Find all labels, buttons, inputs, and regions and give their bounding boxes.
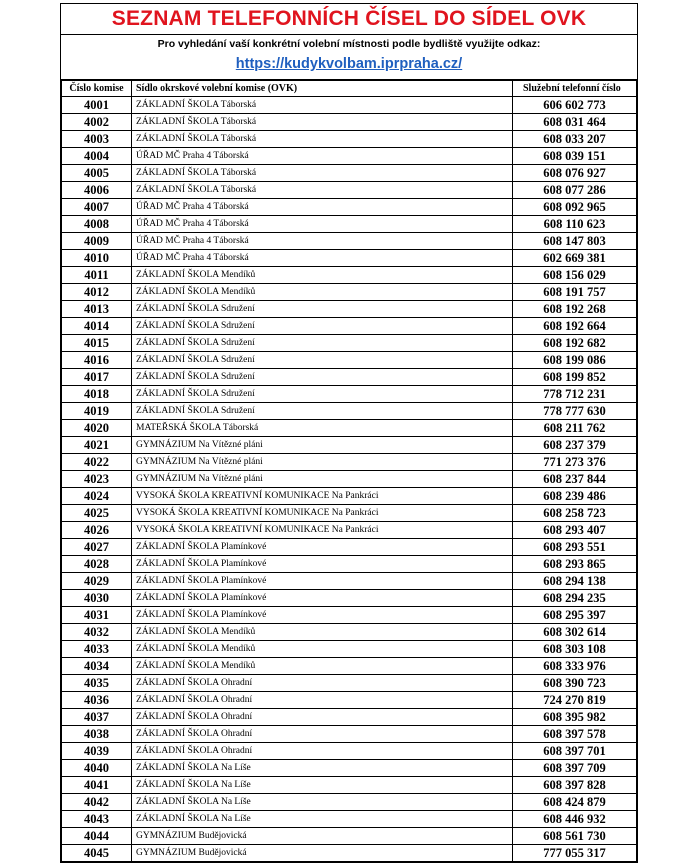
- commission-site: ZÁKLADNÍ ŠKOLA Táborská: [132, 131, 513, 148]
- phone-number: 608 333 976: [513, 658, 637, 675]
- table-row: [62, 352, 637, 369]
- phone-number: 608 295 397: [513, 607, 637, 624]
- table-row: [62, 284, 637, 301]
- phone-number: 608 302 614: [513, 624, 637, 641]
- phone-number: 608 294 235: [513, 590, 637, 607]
- commission-site: ZÁKLADNÍ ŠKOLA Plamínkové: [132, 590, 513, 607]
- phone-number: 608 076 927: [513, 165, 637, 182]
- table-row: [62, 199, 637, 216]
- commission-site: ZÁKLADNÍ ŠKOLA Plamínkové: [132, 573, 513, 590]
- phone-number: 608 397 709: [513, 760, 637, 777]
- commission-site: ZÁKLADNÍ ŠKOLA Sdružení: [132, 301, 513, 318]
- phone-number: 608 211 762: [513, 420, 637, 437]
- commission-number: 4010: [62, 250, 132, 267]
- phone-number: 608 237 379: [513, 437, 637, 454]
- page-title: SEZNAM TELEFONNÍCH ČÍSEL DO SÍDEL OVK: [61, 4, 637, 35]
- commission-site: ZÁKLADNÍ ŠKOLA Mendíků: [132, 267, 513, 284]
- commission-number: 4018: [62, 386, 132, 403]
- commission-number: 4034: [62, 658, 132, 675]
- commission-number: 4031: [62, 607, 132, 624]
- commission-number: 4025: [62, 505, 132, 522]
- commission-site: ZÁKLADNÍ ŠKOLA Sdružení: [132, 335, 513, 352]
- commission-number: 4029: [62, 573, 132, 590]
- table-row: [62, 318, 637, 335]
- lookup-link[interactable]: https://kudykvolbam.iprpraha.cz/: [61, 53, 637, 80]
- commission-number: 4001: [62, 97, 132, 114]
- commission-site: ZÁKLADNÍ ŠKOLA Plamínkové: [132, 539, 513, 556]
- column-header-telefon: Služební telefonní číslo: [513, 81, 637, 97]
- commission-site: ZÁKLADNÍ ŠKOLA Mendíků: [132, 624, 513, 641]
- phone-number: 608 192 268: [513, 301, 637, 318]
- commission-number: 4040: [62, 760, 132, 777]
- phone-list-sheet: [60, 3, 638, 863]
- phone-number: 608 424 879: [513, 794, 637, 811]
- table-row: [62, 845, 637, 862]
- phone-number: 606 602 773: [513, 97, 637, 114]
- commission-number: 4038: [62, 726, 132, 743]
- phone-number: 608 110 623: [513, 216, 637, 233]
- commission-number: 4005: [62, 165, 132, 182]
- table-row: [62, 165, 637, 182]
- commission-number: 4004: [62, 148, 132, 165]
- table-row: [62, 641, 637, 658]
- table-row: [62, 267, 637, 284]
- commission-number: 4042: [62, 794, 132, 811]
- table-row: [62, 777, 637, 794]
- column-header-sidlo: Sídlo okrskové volební komise (OVK): [132, 81, 513, 97]
- commission-number: 4022: [62, 454, 132, 471]
- phone-number: 608 156 029: [513, 267, 637, 284]
- commission-number: 4039: [62, 743, 132, 760]
- phone-number: 608 191 757: [513, 284, 637, 301]
- phone-number: 608 239 486: [513, 488, 637, 505]
- table-row: [62, 148, 637, 165]
- commission-number: 4014: [62, 318, 132, 335]
- table-row: [62, 250, 637, 267]
- commission-site: ZÁKLADNÍ ŠKOLA Sdružení: [132, 318, 513, 335]
- phone-number: 608 390 723: [513, 675, 637, 692]
- commission-site: ZÁKLADNÍ ŠKOLA Ohradní: [132, 743, 513, 760]
- commission-site: ZÁKLADNÍ ŠKOLA Táborská: [132, 114, 513, 131]
- commission-site: ZÁKLADNÍ ŠKOLA Mendíků: [132, 658, 513, 675]
- commission-site: VYSOKÁ ŠKOLA KREATIVNÍ KOMUNIKACE Na Pankráci: [132, 505, 513, 522]
- commission-number: 4009: [62, 233, 132, 250]
- commission-site: GYMNÁZIUM Na Vítězné pláni: [132, 471, 513, 488]
- table-row: [62, 216, 637, 233]
- phone-number: 608 397 578: [513, 726, 637, 743]
- commission-site: ZÁKLADNÍ ŠKOLA Na Líše: [132, 794, 513, 811]
- table-row: [62, 437, 637, 454]
- commission-number: 4026: [62, 522, 132, 539]
- phone-number: 608 147 803: [513, 233, 637, 250]
- table-row: [62, 743, 637, 760]
- commission-site: ÚŘAD MČ Praha 4 Táborská: [132, 199, 513, 216]
- table-row: [62, 658, 637, 675]
- table-row: [62, 97, 637, 114]
- phone-number: 608 031 464: [513, 114, 637, 131]
- commission-number: 4017: [62, 369, 132, 386]
- phone-number: 608 293 407: [513, 522, 637, 539]
- commission-site: ZÁKLADNÍ ŠKOLA Sdružení: [132, 403, 513, 420]
- table-row: [62, 624, 637, 641]
- phone-table: [61, 80, 637, 862]
- commission-site: ZÁKLADNÍ ŠKOLA Ohradní: [132, 675, 513, 692]
- table-row: [62, 692, 637, 709]
- instruction-text: Pro vyhledání vaší konkrétní volební místnosti podle bydliště využijte odkaz:: [157, 38, 541, 50]
- commission-site: ÚŘAD MČ Praha 4 Táborská: [132, 233, 513, 250]
- phone-number: 608 199 086: [513, 352, 637, 369]
- commission-number: 4033: [62, 641, 132, 658]
- commission-site: ZÁKLADNÍ ŠKOLA Sdružení: [132, 386, 513, 403]
- commission-number: 4016: [62, 352, 132, 369]
- table-row: [62, 505, 637, 522]
- commission-site: ZÁKLADNÍ ŠKOLA Ohradní: [132, 726, 513, 743]
- commission-number: 4003: [62, 131, 132, 148]
- table-row: [62, 454, 637, 471]
- table-row: [62, 182, 637, 199]
- table-row: [62, 556, 637, 573]
- commission-site: GYMNÁZIUM Budějovická: [132, 828, 513, 845]
- commission-number: 4015: [62, 335, 132, 352]
- commission-number: 4002: [62, 114, 132, 131]
- commission-site: ZÁKLADNÍ ŠKOLA Na Líše: [132, 811, 513, 828]
- phone-number: 608 192 664: [513, 318, 637, 335]
- phone-number: 608 092 965: [513, 199, 637, 216]
- commission-site: ZÁKLADNÍ ŠKOLA Na Líše: [132, 777, 513, 794]
- commission-site: ZÁKLADNÍ ŠKOLA Sdružení: [132, 369, 513, 386]
- commission-number: 4032: [62, 624, 132, 641]
- commission-site: ÚŘAD MČ Praha 4 Táborská: [132, 148, 513, 165]
- phone-number: 608 237 844: [513, 471, 637, 488]
- phone-number: 608 561 730: [513, 828, 637, 845]
- table-header-row: [62, 81, 637, 97]
- table-row: [62, 403, 637, 420]
- commission-site: VYSOKÁ ŠKOLA KREATIVNÍ KOMUNIKACE Na Pankráci: [132, 522, 513, 539]
- table-row: [62, 675, 637, 692]
- phone-number: 608 077 286: [513, 182, 637, 199]
- commission-site: ZÁKLADNÍ ŠKOLA Plamínkové: [132, 556, 513, 573]
- table-row: [62, 420, 637, 437]
- commission-number: 4019: [62, 403, 132, 420]
- commission-number: 4045: [62, 845, 132, 862]
- table-row: [62, 301, 637, 318]
- table-row: [62, 794, 637, 811]
- table-row: [62, 726, 637, 743]
- commission-number: 4011: [62, 267, 132, 284]
- table-row: [62, 114, 637, 131]
- table-row: [62, 488, 637, 505]
- commission-site: ZÁKLADNÍ ŠKOLA Táborská: [132, 165, 513, 182]
- commission-site: ÚŘAD MČ Praha 4 Táborská: [132, 250, 513, 267]
- phone-number: 608 192 682: [513, 335, 637, 352]
- phone-number: 608 303 108: [513, 641, 637, 658]
- commission-site: MATEŘSKÁ ŠKOLA Táborská: [132, 420, 513, 437]
- commission-site: ZÁKLADNÍ ŠKOLA Mendíků: [132, 284, 513, 301]
- commission-number: 4035: [62, 675, 132, 692]
- commission-number: 4021: [62, 437, 132, 454]
- table-row: [62, 709, 637, 726]
- table-row: [62, 386, 637, 403]
- phone-number: 608 397 828: [513, 777, 637, 794]
- phone-number: 608 033 207: [513, 131, 637, 148]
- phone-number: 608 446 932: [513, 811, 637, 828]
- table-row: [62, 573, 637, 590]
- column-header-komise: Číslo komise: [62, 81, 132, 97]
- phone-number: 602 669 381: [513, 250, 637, 267]
- commission-site: ZÁKLADNÍ ŠKOLA Na Líše: [132, 760, 513, 777]
- table-row: [62, 335, 637, 352]
- phone-number: 771 273 376: [513, 454, 637, 471]
- commission-number: 4023: [62, 471, 132, 488]
- phone-number: 777 055 317: [513, 845, 637, 862]
- commission-number: 4027: [62, 539, 132, 556]
- phone-number: 778 712 231: [513, 386, 637, 403]
- table-row: [62, 590, 637, 607]
- table-row: [62, 811, 637, 828]
- commission-number: 4043: [62, 811, 132, 828]
- commission-number: 4028: [62, 556, 132, 573]
- table-row: [62, 369, 637, 386]
- table-row: [62, 760, 637, 777]
- commission-number: 4030: [62, 590, 132, 607]
- table-row: [62, 233, 637, 250]
- commission-site: GYMNÁZIUM Na Vítězné pláni: [132, 437, 513, 454]
- commission-site: ZÁKLADNÍ ŠKOLA Sdružení: [132, 352, 513, 369]
- table-row: [62, 522, 637, 539]
- commission-site: GYMNÁZIUM Budějovická: [132, 845, 513, 862]
- phone-number: 608 294 138: [513, 573, 637, 590]
- commission-site: ZÁKLADNÍ ŠKOLA Plamínkové: [132, 607, 513, 624]
- commission-number: 4036: [62, 692, 132, 709]
- commission-number: 4044: [62, 828, 132, 845]
- commission-number: 4008: [62, 216, 132, 233]
- table-row: [62, 539, 637, 556]
- commission-number: 4006: [62, 182, 132, 199]
- commission-site: ZÁKLADNÍ ŠKOLA Táborská: [132, 182, 513, 199]
- phone-number: 608 258 723: [513, 505, 637, 522]
- phone-number: 778 777 630: [513, 403, 637, 420]
- commission-number: 4041: [62, 777, 132, 794]
- commission-site: VYSOKÁ ŠKOLA KREATIVNÍ KOMUNIKACE Na Pankráci: [132, 488, 513, 505]
- table-row: [62, 131, 637, 148]
- table-row: [62, 828, 637, 845]
- commission-number: 4037: [62, 709, 132, 726]
- commission-site: ZÁKLADNÍ ŠKOLA Ohradní: [132, 709, 513, 726]
- commission-site: ZÁKLADNÍ ŠKOLA Ohradní: [132, 692, 513, 709]
- phone-number: 608 397 701: [513, 743, 637, 760]
- phone-number: 608 199 852: [513, 369, 637, 386]
- phone-number: 724 270 819: [513, 692, 637, 709]
- phone-number: 608 293 551: [513, 539, 637, 556]
- phone-number: 608 395 982: [513, 709, 637, 726]
- commission-site: ZÁKLADNÍ ŠKOLA Táborská: [132, 97, 513, 114]
- commission-number: 4020: [62, 420, 132, 437]
- commission-number: 4012: [62, 284, 132, 301]
- commission-site: ZÁKLADNÍ ŠKOLA Mendíků: [132, 641, 513, 658]
- table-row: [62, 471, 637, 488]
- commission-number: 4013: [62, 301, 132, 318]
- phone-number: 608 039 151: [513, 148, 637, 165]
- table-row: [62, 607, 637, 624]
- commission-number: 4024: [62, 488, 132, 505]
- commission-number: 4007: [62, 199, 132, 216]
- phone-number: 608 293 865: [513, 556, 637, 573]
- commission-site: GYMNÁZIUM Na Vítězné pláni: [132, 454, 513, 471]
- commission-site: ÚŘAD MČ Praha 4 Táborská: [132, 216, 513, 233]
